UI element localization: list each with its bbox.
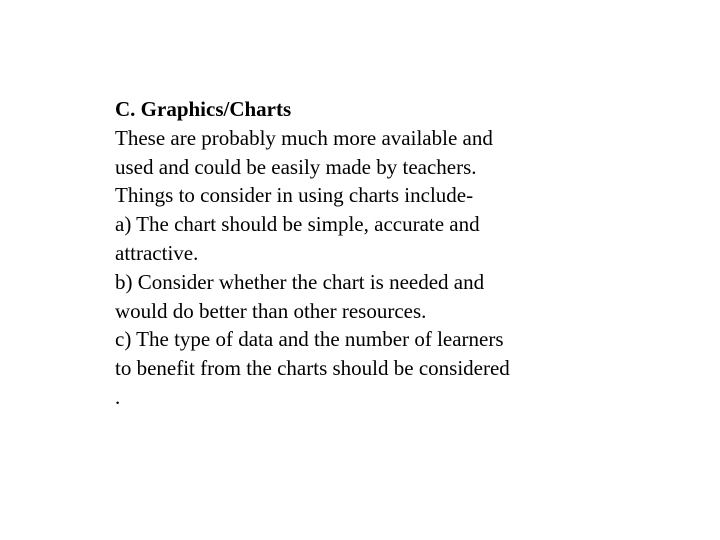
body-line: to benefit from the charts should be considered bbox=[115, 356, 510, 381]
body-line: These are probably much more available and bbox=[115, 125, 493, 150]
body-line: Things to consider in using charts include- bbox=[115, 183, 474, 208]
body-line: b) Consider whether the chart is needed and bbox=[115, 269, 485, 294]
body-line: used and could be easily made by teachers. bbox=[115, 154, 477, 179]
body-line: . bbox=[115, 384, 121, 409]
body-line: a) The chart should be simple, accurate and bbox=[115, 212, 480, 237]
body-line: attractive. bbox=[115, 240, 199, 265]
body-line: would do better than other resources. bbox=[115, 298, 427, 323]
body-line: c) The type of data and the number of learners bbox=[115, 327, 504, 352]
slide-text-block bbox=[115, 95, 585, 412]
slide-heading: C. Graphics/Charts bbox=[115, 97, 292, 121]
